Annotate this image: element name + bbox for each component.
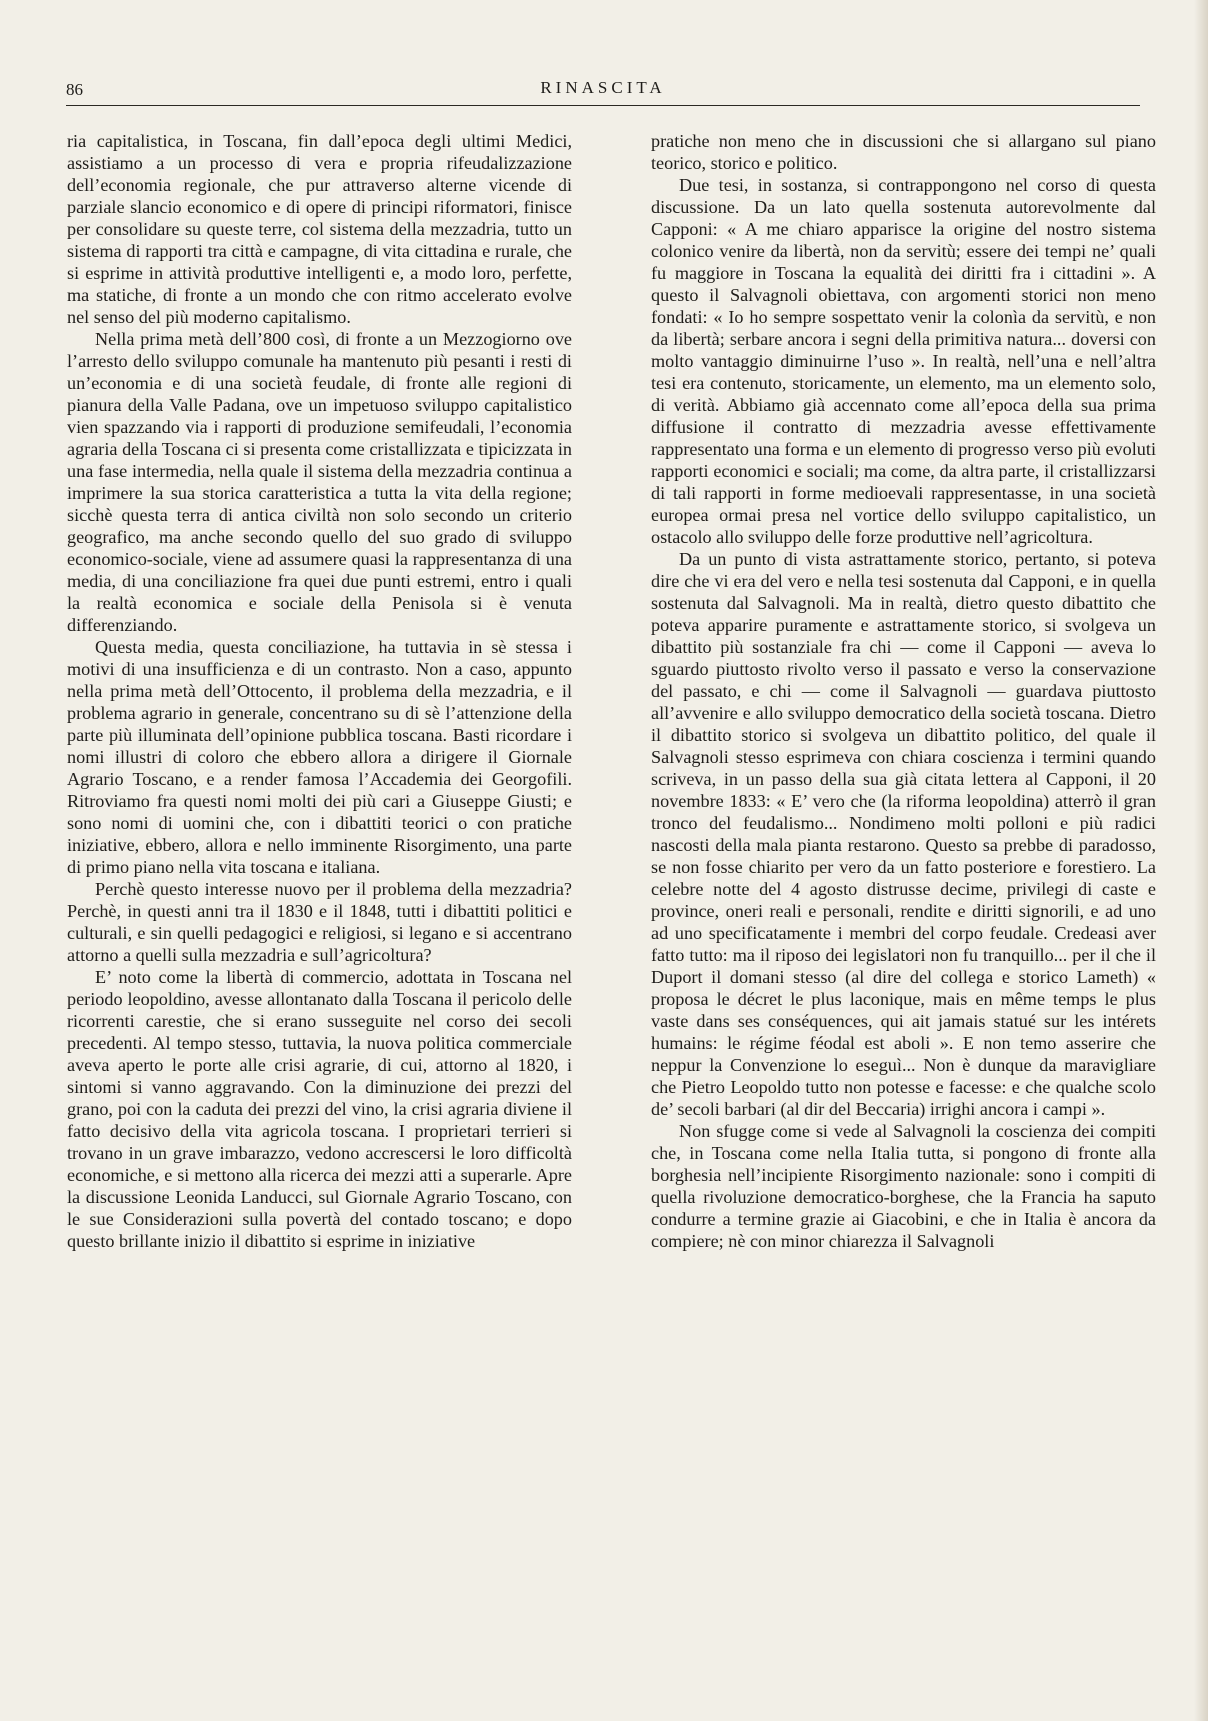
paragraph: Perchè questo interesse nuovo per il problema della mezzadria? Perchè, in questi anni tra il 1830 e il 1848, tutti i dibattiti politici e culturali, e sin quelli pedagogici e religiosi, si legano e si accentrano attorno a quelli sulla mezzadria e sull’agricoltura? xyxy=(67,879,572,965)
paragraph: E’ noto come la libertà di commercio, adottata in Toscana nel periodo leopoldino, avesse allontanato dalla Toscana il pericolo delle ricorrenti carestie, che si erano susseguite nel corso dei secoli precedenti. Al tempo stesso, tuttavia, la nuova politica commerciale aveva aperto le porte alle crisi agrarie, di cui, attorno al 1820, i sintomi si vanno aggravando. Con la diminuzione dei prezzi del grano, poi con la caduta dei prezzi del vino, la crisi agraria diviene il fatto decisivo della vita agricola toscana. I proprietari terrieri si trovano in un grave imbarazzo, vedono accrescersi le loro difficoltà economiche, e si mettono alla ricerca dei mezzi atti a superarle. Apre la discussione Leonida Landucci, sul Giornale Agrario Toscano, con le sue Considerazioni sulla povertà del contado toscano; e dopo questo brillante inizio il dibattito si esprime in iniziative xyxy=(67,967,572,1251)
left-column xyxy=(67,130,572,1252)
paragraph: Non sfugge come si vede al Salvagnoli la coscienza dei compiti che, in Toscana come nella Italia tutta, si pongono di fronte alla borghesia nell’incipiente Risorgimento nazionale: sono i compiti di quella rivoluzione democratico-borghese, che la Francia ha saputo condurre a termine grazie ai Giacobini, e che in Italia è ancora da compiere; nè con minor chiarezza il Salvagnoli xyxy=(651,1121,1156,1251)
journal-title: RINASCITA xyxy=(540,78,666,97)
paragraph: Nella prima metà dell’800 così, di fronte a un Mezzogiorno ove l’arresto dello sviluppo comunale ha mantenuto più pesanti i resti di un’economia e di una società feudale, di fronte alle regioni di pianura della Valle Padana, ove un impetuoso sviluppo capitalistico vien spazzando via i rapporti di produzione semifeudali, l’economia agraria della Toscana ci si presenta come cristallizzata e tipicizzata in una fase intermedia, nella quale il sistema della mezzadria continua a imprimere la sua storica caratteristica a tutta la vita della regione; sicchè questa terra di antica civiltà non solo secondo un criterio geografico, ma anche secondo quello del suo grado di sviluppo economico-sociale, viene ad assumere quasi la rappresentanza di una media, di una conciliazione fra quei due punti estremi, entro i quali la realtà economica e sociale della Penisola si è venuta differenziando. xyxy=(67,329,572,635)
paragraph: ria capitalistica, in Toscana, fin dall’epoca degli ultimi Medici, assistiamo a un processo di vera e propria rifeudalizzazione dell’economia regionale, che pur attraverso alterne vicende di parziale slancio economico e di opere di principi riformatori, finisce per consolidare su queste terre, col sistema della mezzadria, tutto un sistema di rapporti tra città e campagne, di vita cittadina e rurale, che si esprime in attività produttive intelligenti e, a modo loro, perfette, ma statiche, di fronte a un mondo che con ritmo accelerato evolve nel senso del più moderno capitalismo. xyxy=(67,131,572,327)
paragraph: pratiche non meno che in discussioni che si allargano sul piano teorico, storico e politico. xyxy=(651,131,1156,173)
paragraph: Due tesi, in sostanza, si contrappongono nel corso di questa discussione. Da un lato quella sostenuta autorevolmente dal Capponi: « A me chiaro apparisce la origine del nostro sistema colonico venire da libertà, non da servitù; essere dei tempi ne’ quali fu maggiore in Toscana la equalità dei diritti fra i cittadini ». A questo il Salvagnoli obiettava, con argomenti storici non meno fondati: « Io ho sempre sospettato venir la colonìa da servitù, e non da libertà; serbare ancora i segni della primitiva natura... doversi con molto vantaggio diminuirne l’uso ». In realtà, nell’una e nell’altra tesi era contenuto, storicamente, un elemento, ma un elemento solo, di verità. Abbiamo già accennato come all’epoca della sua prima diffusione il contratto di mezzadria avesse effettivamente rappresentato una forma e un elemento di progresso verso più evoluti rapporti economici e sociali; ma come, da altra parte, il cristallizzarsi di tali rapporti in forme medioevali rappresentasse, in una società europea ormai presa nel vortice dello sviluppo capitalistico, un ostacolo allo sviluppo delle forze produttive nell’agricoltura. xyxy=(651,175,1156,547)
page-number: 86 xyxy=(66,80,83,99)
right-column xyxy=(651,130,1156,1252)
paragraph: Da un punto di vista astrattamente storico, pertanto, si poteva dire che vi era del vero e nella tesi sostenuta dal Capponi, e in quella sostenuta dal Salvagnoli. Ma in realtà, dietro questo dibattito che poteva apparire puramente e astrattamente storico, si svolgeva un dibattito più sostanziale fra chi — come il Capponi — aveva lo sguardo piuttosto rivolto verso il passato e verso la conservazione del passato, e chi — come il Salvagnoli — guardava piuttosto all’avvenire e allo sviluppo democratico della società toscana. Dietro il dibattito storico si svolgeva un dibattito politico, del quale il Salvagnoli stesso esprimeva con chiara coscienza i termini quando scriveva, in un passo della sua già citata lettera al Capponi, il 20 novembre 1833: « E’ vero che (la riforma leopoldina) atterrò il gran tronco del feudalismo... Nondimeno molti polloni e più radici nascosti della mala pianta restarono. Questo sa prebbe di paradosso, se non fosse chiarito per vero da un fatto posteriore e forestiero. La celebre notte del 4 agosto distrusse decime, privilegi di caste e province, oneri reali e personali, rendite e diritti signorili, e ad uno ad uno specificatamente i membri del corpo feudale. Credeasi aver fatto tutto: ma il riposo dei legislatori non fu tranquillo... per il che il Duport il domani stesso (al dire del collega e storico Lameth) « proposa le décret le plus laconique, mais en même temps le plus vaste dans ses conséquences, qui ait jamais statué sur les intérets humains: le régime féodal est aboli ». E non temo asserire che neppur la Convenzione lo eseguì... Non è dunque da maravigliare che Pietro Leopoldo tutto non potesse e facesse: e che qualche scolo de’ secoli barbari (al dir del Beccaria) irrighi ancora i campi ». xyxy=(651,549,1156,1119)
paragraph: Questa media, questa conciliazione, ha tuttavia in sè stessa i motivi di una insufficienza e di un contrasto. Non a caso, appunto nella prima metà dell’Ottocento, il problema della mezzadria, e il problema agrario in generale, concentrano su di sè l’attenzione della parte più illuminata dell’opinione pubblica toscana. Basti ricordare i nomi illustri di coloro che ebbero allora a dirigere il Giornale Agrario Toscano, e a render famosa l’Accademia dei Georgofili. Ritroviamo fra questi nomi molti dei più cari a Giuseppe Giusti; e sono nomi di uomini che, con i dibattiti teorici o con pratiche iniziative, ebbero, allora e nello imminente Risorgimento, una parte di primo piano nella vita toscana e italiana. xyxy=(67,637,572,877)
page-edge xyxy=(1194,0,1208,1721)
header-rule xyxy=(66,105,1140,106)
page-header xyxy=(66,72,1140,108)
